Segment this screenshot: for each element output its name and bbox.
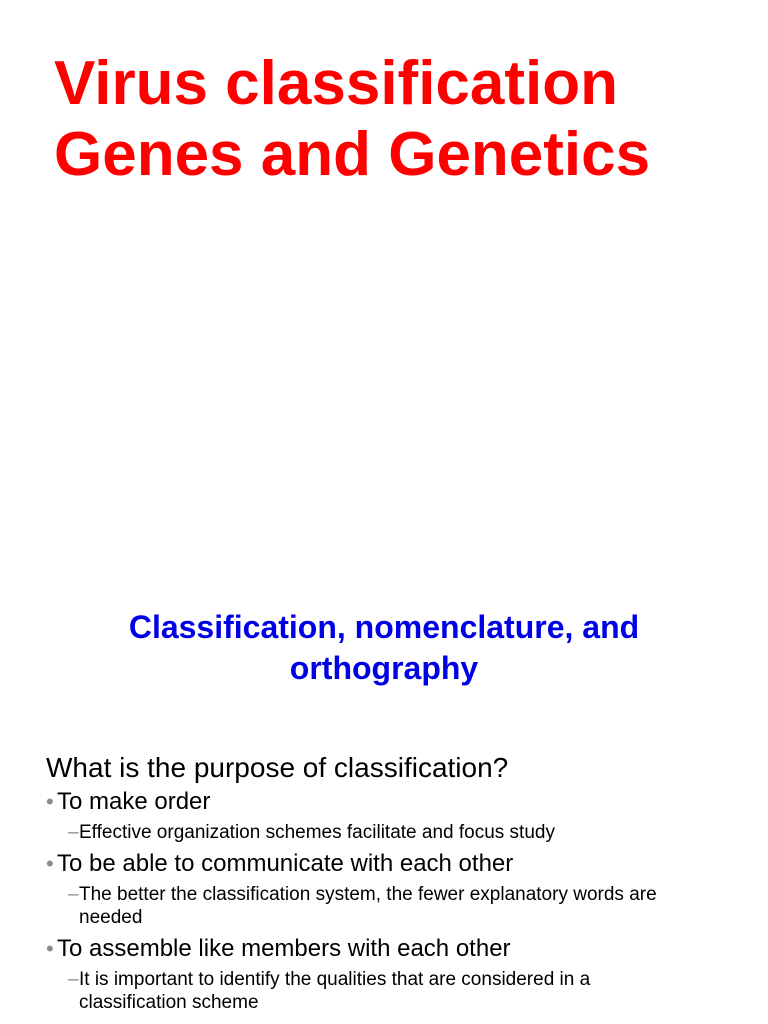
dash-icon: –: [68, 822, 79, 843]
bullet-list: [46, 786, 746, 1018]
bullet-text: To make order: [57, 788, 211, 815]
bullet-item: [46, 933, 746, 1018]
bullet-dot-icon: •: [46, 851, 54, 876]
bullet-item: [46, 848, 746, 933]
bullet-line: [46, 933, 746, 964]
section-heading-line-2: orthography: [289, 650, 479, 686]
sub-bullet-text: The better the classification system, the fewer explanatory words are needed: [79, 884, 657, 928]
section-heading-line-1: Classification, nomenclature, and: [128, 609, 640, 645]
bullet-item: [46, 786, 746, 848]
bullet-dot-icon: •: [46, 936, 54, 961]
dash-icon: –: [68, 969, 79, 990]
title-line-1: Virus classification: [54, 49, 618, 118]
sub-bullet-line: [68, 879, 746, 933]
bullet-line: [46, 848, 746, 879]
sub-bullet-text: It is important to identify the qualities that are considered in a classification scheme: [79, 969, 591, 1013]
sub-bullet-text: Effective organization schemes facilitate and focus study: [79, 822, 555, 843]
dash-icon: –: [68, 884, 79, 905]
bullet-dot-icon: •: [46, 789, 54, 814]
sub-bullet-line: [68, 817, 746, 848]
bullet-line: [46, 786, 746, 817]
sub-bullet-line: [68, 964, 746, 1018]
title-line-2: Genes and Genetics: [54, 120, 651, 189]
bullet-text: To assemble like members with each other: [57, 935, 511, 962]
slide-title: [54, 48, 754, 190]
section-heading: [0, 607, 768, 689]
question-heading: What is the purpose of classification?: [46, 752, 509, 783]
bullet-text: To be able to communicate with each other: [57, 850, 514, 877]
